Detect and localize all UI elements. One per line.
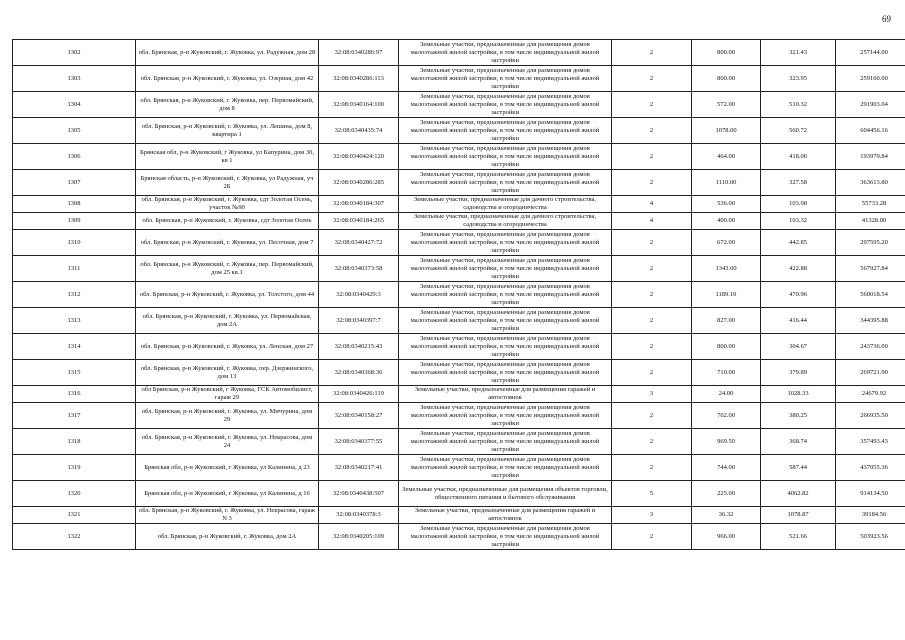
- category-cell: 2: [612, 170, 692, 196]
- specific-value-cell: 1028.33: [761, 386, 836, 403]
- permitted-use-cell: Земельные участки, предназначенные для размещения домов малоэтажной жилой застройки, в том числе индивидуальной жилой застройки: [399, 455, 612, 481]
- area-cell: 464.00: [692, 144, 761, 170]
- table-row: [13, 524, 905, 550]
- address-cell: Брянская область, р-н Жуковский, г. Жуковка, ул Радужная, уч 2Б: [136, 170, 319, 196]
- specific-value-cell: 416.44: [761, 308, 836, 334]
- area-cell: 572.00: [692, 92, 761, 118]
- table-row: [13, 481, 905, 507]
- cadastral-value-cell: 567927.84: [836, 256, 905, 282]
- permitted-use-cell: Земельные участки, предназначенные для размещения домов малоэтажной жилой застройки, в том числе индивидуальной жилой застройки: [399, 524, 612, 550]
- cadastral-number-cell: 32:08:0340184:265: [319, 213, 399, 230]
- specific-value-cell: 103.32: [761, 213, 836, 230]
- address-cell: обл. Брянская, р-н Жуковский, г. Жуковка, ул. Мичурина, дом 29: [136, 403, 319, 429]
- cadastral-value-cell: 503923.56: [836, 524, 905, 550]
- category-cell: 2: [612, 144, 692, 170]
- address-cell: обл. Брянская, р-н Жуковский, г. Жуковка, ул. Лешина, дом 8, квартира 1: [136, 118, 319, 144]
- area-cell: 744.00: [692, 455, 761, 481]
- cadastral-number-cell: 32:08:0340424:120: [319, 144, 399, 170]
- row-number: 1304: [13, 92, 136, 118]
- permitted-use-cell: Земельные участки, предназначенные для размещения домов малоэтажной жилой застройки, в том числе индивидуальной жилой застройки: [399, 403, 612, 429]
- specific-value-cell: 442.85: [761, 230, 836, 256]
- specific-value-cell: 380.25: [761, 403, 836, 429]
- cadastral-number-cell: 32:08:0340205:109: [319, 524, 399, 550]
- row-number: 1318: [13, 429, 136, 455]
- address-cell: обл. Брянская, р-н Жуковский, г. Жуковка, ул. Радужная, дом 28: [136, 40, 319, 66]
- row-number: 1305: [13, 118, 136, 144]
- area-cell: 24.00: [692, 386, 761, 403]
- category-cell: 5: [612, 481, 692, 507]
- category-cell: 3: [612, 507, 692, 524]
- cadastral-value-cell: 257144.00: [836, 40, 905, 66]
- permitted-use-cell: Земельные участки, предназначенные для размещения гаражей и автостоянок: [399, 507, 612, 524]
- category-cell: 2: [612, 524, 692, 550]
- specific-value-cell: 560.72: [761, 118, 836, 144]
- row-number: 1302: [13, 40, 136, 66]
- row-number: 1322: [13, 524, 136, 550]
- specific-value-cell: 321.43: [761, 40, 836, 66]
- table-row: [13, 308, 905, 334]
- specific-value-cell: 327.58: [761, 170, 836, 196]
- permitted-use-cell: Земельные участки, предназначенные для размещения домов малоэтажной жилой застройки, в том числе индивидуальной жилой застройки: [399, 92, 612, 118]
- specific-value-cell: 510.32: [761, 92, 836, 118]
- cadastral-value-cell: 266935.50: [836, 403, 905, 429]
- specific-value-cell: 379.89: [761, 360, 836, 386]
- table-row: [13, 334, 905, 360]
- page-number: 69: [882, 14, 891, 24]
- permitted-use-cell: Земельные участки, предназначенные для размещения домов малоэтажной жилой застройки, в том числе индивидуальной жилой застройки: [399, 308, 612, 334]
- address-cell: Брянская обл, р-н Жуковский, г Жуковка, ул Калинина, д 16: [136, 481, 319, 507]
- row-number: 1310: [13, 230, 136, 256]
- table-row: [13, 144, 905, 170]
- area-cell: 1078.00: [692, 118, 761, 144]
- specific-value-cell: 418.06: [761, 144, 836, 170]
- area-cell: 672.00: [692, 230, 761, 256]
- cadastral-number-cell: 32:08:0340158:27: [319, 403, 399, 429]
- permitted-use-cell: Земельные участки, предназначенные для размещения домов малоэтажной жилой застройки, в том числе индивидуальной жилой застройки: [399, 360, 612, 386]
- permitted-use-cell: Земельные участки, предназначенные для размещения домов малоэтажной жилой застройки, в том числе индивидуальной жилой застройки: [399, 282, 612, 308]
- cadastral-number-cell: 32:08:0340217:41: [319, 455, 399, 481]
- address-cell: обл. Брянская, р-н Жуковский, г. Жуковка, пер. Первомайский, дом 8: [136, 92, 319, 118]
- cadastral-number-cell: 32:08:0340378:3: [319, 507, 399, 524]
- address-cell: Брянская обл, р-н Жуковский, г Жуковка, ул Капурина, дом 30, кв 1: [136, 144, 319, 170]
- cadastral-number-cell: 32:08:0340426:119: [319, 386, 399, 403]
- cadastral-value-cell: 193979.84: [836, 144, 905, 170]
- cadastral-value-cell: 560018.54: [836, 282, 905, 308]
- permitted-use-cell: Земельные участки, предназначенные для размещения домов малоэтажной жилой застройки, в том числе индивидуальной жилой застройки: [399, 170, 612, 196]
- row-number: 1316: [13, 386, 136, 403]
- cadastral-value-cell: 269721.90: [836, 360, 905, 386]
- row-number: 1303: [13, 66, 136, 92]
- row-number: 1309: [13, 213, 136, 230]
- permitted-use-cell: Земельные участки, предназначенные для размещения домов малоэтажной жилой застройки, в том числе индивидуальной жилой застройки: [399, 256, 612, 282]
- address-cell: обл. Брянская, р-н Жуковский, г. Жуковка, ул. Некрасова, дом 24: [136, 429, 319, 455]
- area-cell: 225.00: [692, 481, 761, 507]
- cadastral-number-cell: 32:08:0340164:100: [319, 92, 399, 118]
- cadastral-number-cell: 32:08:0340286:97: [319, 40, 399, 66]
- address-cell: обл. Брянская, р-н Жуковский, г. Жуковка, ул. Песочная, дом 7: [136, 230, 319, 256]
- row-number: 1306: [13, 144, 136, 170]
- address-cell: обл. Брянская, р-н Жуковский, г. Жуковка, сдт Золотая Осень: [136, 213, 319, 230]
- cadastral-number-cell: 32:08:0340429:3: [319, 282, 399, 308]
- table-row: [13, 118, 905, 144]
- cadastral-value-cell: 39184.56: [836, 507, 905, 524]
- cadastral-value-cell: 604456.16: [836, 118, 905, 144]
- row-number: 1314: [13, 334, 136, 360]
- specific-value-cell: 1078.87: [761, 507, 836, 524]
- cadastral-value-cell: 437055.36: [836, 455, 905, 481]
- category-cell: 2: [612, 360, 692, 386]
- cadastral-number-cell: 32:08:0340184:307: [319, 196, 399, 213]
- area-cell: 969.50: [692, 429, 761, 455]
- table-row: [13, 213, 905, 230]
- category-cell: 2: [612, 66, 692, 92]
- specific-value-cell: 103.98: [761, 196, 836, 213]
- area-cell: 702.00: [692, 403, 761, 429]
- category-cell: 3: [612, 386, 692, 403]
- row-number: 1308: [13, 196, 136, 213]
- table-row: [13, 256, 905, 282]
- cadastral-value-cell: 259160.00: [836, 66, 905, 92]
- area-cell: 1189.10: [692, 282, 761, 308]
- address-cell: обл. Брянская, р-н Жуковский, г. Жуковка, сдт Золотая Осень, участок №90: [136, 196, 319, 213]
- cadastral-number-cell: 32:08:0340397:7: [319, 308, 399, 334]
- cadastral-value-cell: 243736.00: [836, 334, 905, 360]
- area-cell: 800.00: [692, 334, 761, 360]
- cadastral-value-cell: 55733.28: [836, 196, 905, 213]
- cadastral-value-cell: 24679.92: [836, 386, 905, 403]
- area-cell: 827.00: [692, 308, 761, 334]
- address-cell: обл. Брянская, р-н Жуковский, г. Жуковка, дом 2А: [136, 524, 319, 550]
- table-row: [13, 386, 905, 403]
- table-row: [13, 170, 905, 196]
- table-row: [13, 92, 905, 118]
- permitted-use-cell: Земельные участки, предназначенные для размещения гаражей и автостоянок: [399, 386, 612, 403]
- table-row: [13, 360, 905, 386]
- specific-value-cell: 470.96: [761, 282, 836, 308]
- address-cell: обл Брянская, р-н Жуковский, г Жуковка, ГСК Автомобилист, гараж 29: [136, 386, 319, 403]
- address-cell: Брянская обл, р-н Жуковский, г Жуковка, ул Калинина, д 23: [136, 455, 319, 481]
- area-cell: 800.00: [692, 66, 761, 92]
- permitted-use-cell: Земельные участки, предназначенные для размещения домов малоэтажной жилой застройки, в том числе индивидуальной жилой застройки: [399, 118, 612, 144]
- cadastral-number-cell: 32:08:0340377:55: [319, 429, 399, 455]
- area-cell: 536.00: [692, 196, 761, 213]
- category-cell: 2: [612, 308, 692, 334]
- area-cell: 1110.00: [692, 170, 761, 196]
- cadastral-value-cell: 914134.50: [836, 481, 905, 507]
- cadastral-number-cell: 32:08:0340215:43: [319, 334, 399, 360]
- cadastral-number-cell: 32:08:0340438:507: [319, 481, 399, 507]
- row-number: 1311: [13, 256, 136, 282]
- area-cell: 966.00: [692, 524, 761, 550]
- category-cell: 2: [612, 118, 692, 144]
- specific-value-cell: 304.67: [761, 334, 836, 360]
- area-cell: 710.00: [692, 360, 761, 386]
- specific-value-cell: 323.95: [761, 66, 836, 92]
- row-number: 1307: [13, 170, 136, 196]
- category-cell: 2: [612, 334, 692, 360]
- row-number: 1319: [13, 455, 136, 481]
- cadastral-number-cell: 32:08:0340286:113: [319, 66, 399, 92]
- address-cell: обл. Брянская, р-н Жуковский, г. Жуковка, ул. Некрасова, гараж N 3: [136, 507, 319, 524]
- permitted-use-cell: Земельные участки, предназначенные для размещения домов малоэтажной жилой застройки, в том числе индивидуальной жилой застройки: [399, 429, 612, 455]
- category-cell: 2: [612, 403, 692, 429]
- area-cell: 1343.00: [692, 256, 761, 282]
- specific-value-cell: 368.74: [761, 429, 836, 455]
- category-cell: 4: [612, 196, 692, 213]
- permitted-use-cell: Земельные участки, предназначенные для размещения объектов торговли, общественного питания и бытового обслуживания: [399, 481, 612, 507]
- address-cell: обл. Брянская, р-н Жуковский, г. Жуковка, ул. Толстого, дом 44: [136, 282, 319, 308]
- table-row: [13, 230, 905, 256]
- row-number: 1321: [13, 507, 136, 524]
- permitted-use-cell: Земельные участки, предназначенные для размещения домов малоэтажной жилой застройки, в том числе индивидуальной жилой застройки: [399, 66, 612, 92]
- table-row: [13, 66, 905, 92]
- table-row: [13, 507, 905, 524]
- cadastral-value-table: [12, 39, 905, 550]
- cadastral-number-cell: 32:08:0340368:36: [319, 360, 399, 386]
- cadastral-value-cell: 363613.80: [836, 170, 905, 196]
- row-number: 1313: [13, 308, 136, 334]
- permitted-use-cell: Земельные участки, предназначенные для размещения домов малоэтажной жилой застройки, в том числе индивидуальной жилой застройки: [399, 40, 612, 66]
- area-cell: 36.32: [692, 507, 761, 524]
- category-cell: 2: [612, 40, 692, 66]
- address-cell: обл. Брянская, р-н Жуковский, г. Жуковка, пер. Дзержинского, дом 13: [136, 360, 319, 386]
- table-row: [13, 40, 905, 66]
- address-cell: обл. Брянская, р-н Жуковский, г. Жуковка, ул. Озерная, дом 42: [136, 66, 319, 92]
- address-cell: обл. Брянская, р-н Жуковский, г. Жуковка, пер. Первомайский, дом 25 кв.1: [136, 256, 319, 282]
- specific-value-cell: 521.66: [761, 524, 836, 550]
- permitted-use-cell: Земельные участки, предназначенные для размещения домов малоэтажной жилой застройки, в том числе индивидуальной жилой застройки: [399, 144, 612, 170]
- table-row: [13, 429, 905, 455]
- cadastral-number-cell: 32:08:0340373:58: [319, 256, 399, 282]
- row-number: 1312: [13, 282, 136, 308]
- specific-value-cell: 587.44: [761, 455, 836, 481]
- permitted-use-cell: Земельные участки, предназначенные для дачного строительства, садоводства и огородничества: [399, 213, 612, 230]
- category-cell: 2: [612, 455, 692, 481]
- cadastral-value-cell: 291903.04: [836, 92, 905, 118]
- category-cell: 2: [612, 92, 692, 118]
- cadastral-number-cell: 32:08:0340427:72: [319, 230, 399, 256]
- cadastral-value-cell: 344395.88: [836, 308, 905, 334]
- cadastral-number-cell: 32:08:0340286:285: [319, 170, 399, 196]
- table-row: [13, 455, 905, 481]
- permitted-use-cell: Земельные участки, предназначенные для дачного строительства, садоводства и огородничества: [399, 196, 612, 213]
- address-cell: обл. Брянская, р-н Жуковский, г. Жуковка, ул. Первомайская, дом 2А: [136, 308, 319, 334]
- specific-value-cell: 422.88: [761, 256, 836, 282]
- permitted-use-cell: Земельные участки, предназначенные для размещения домов малоэтажной жилой застройки, в том числе индивидуальной жилой застройки: [399, 334, 612, 360]
- cadastral-value-cell: 357493.43: [836, 429, 905, 455]
- area-cell: 800.00: [692, 40, 761, 66]
- address-cell: обл. Брянская, р-н Жуковский, г. Жуковка, ул. Ленская, дом 27: [136, 334, 319, 360]
- cadastral-number-cell: 32:08:0340435:74: [319, 118, 399, 144]
- cadastral-value-cell: 41328.00: [836, 213, 905, 230]
- row-number: 1320: [13, 481, 136, 507]
- category-cell: 2: [612, 256, 692, 282]
- area-cell: 400.00: [692, 213, 761, 230]
- category-cell: 4: [612, 213, 692, 230]
- table-row: [13, 282, 905, 308]
- table-body: [13, 40, 905, 550]
- cadastral-value-cell: 297595.20: [836, 230, 905, 256]
- table-row: [13, 196, 905, 213]
- table-row: [13, 403, 905, 429]
- permitted-use-cell: Земельные участки, предназначенные для размещения домов малоэтажной жилой застройки, в том числе индивидуальной жилой застройки: [399, 230, 612, 256]
- category-cell: 2: [612, 282, 692, 308]
- row-number: 1317: [13, 403, 136, 429]
- category-cell: 2: [612, 230, 692, 256]
- category-cell: 2: [612, 429, 692, 455]
- row-number: 1315: [13, 360, 136, 386]
- specific-value-cell: 4062.82: [761, 481, 836, 507]
